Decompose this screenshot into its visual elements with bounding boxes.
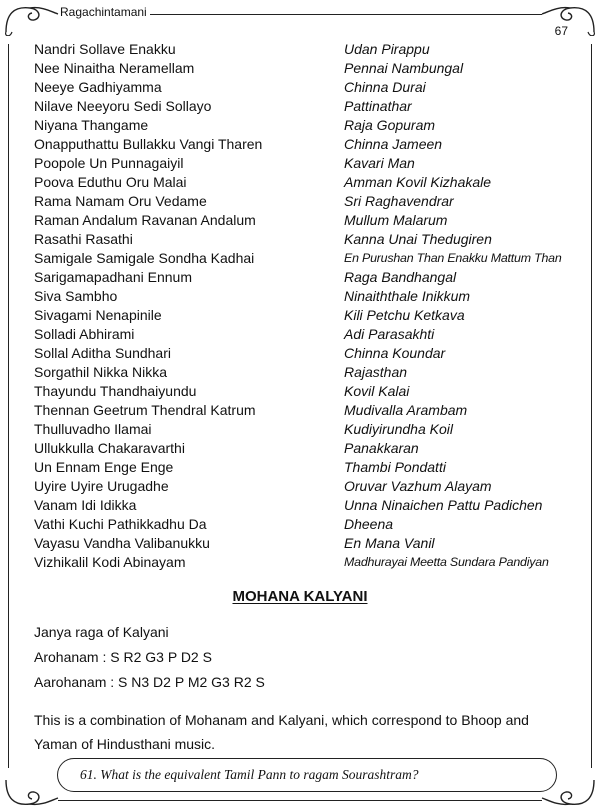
song-title: Onapputhattu Bullakku Vangi Tharen xyxy=(34,136,263,152)
song-title: Ullukkulla Chakaravarthi xyxy=(34,440,185,456)
song-row xyxy=(34,268,582,287)
song-title: Sollal Aditha Sundhari xyxy=(34,345,171,361)
song-title: Nandri Sollave Enakku xyxy=(34,41,176,57)
film-title: Raja Gopuram xyxy=(344,117,436,133)
song-row xyxy=(34,230,582,249)
film-title: En Purushan Than Enakku Mattum Than xyxy=(344,251,562,265)
question-text: 61. What is the equivalent Tamil Pann to ragam Sourashtram? xyxy=(80,767,419,782)
corner-ornament-bottom-left xyxy=(2,776,60,810)
film-title: Mullum Malarum xyxy=(344,212,448,228)
raga-description: This is a combination of Mohanam and Kalyani, which correspond to Bhoop and Yaman of Hindusthani music. xyxy=(34,712,529,752)
film-title: Dheena xyxy=(344,516,394,532)
film-title: Chinna Jameen xyxy=(344,136,443,152)
song-row xyxy=(34,78,582,97)
film-title: Raga Bandhangal xyxy=(344,269,457,285)
film-title: En Mana Vanil xyxy=(344,535,435,551)
song-title: Rasathi Rasathi xyxy=(34,231,133,247)
film-title: Kovil Kalai xyxy=(344,383,410,399)
song-row xyxy=(34,287,582,306)
song-title: Nee Ninaitha Neramellam xyxy=(34,60,195,76)
song-row xyxy=(34,344,582,363)
film-title: Rajasthan xyxy=(344,364,408,380)
song-title: Rama Namam Oru Vedame xyxy=(34,193,207,209)
song-row xyxy=(34,420,582,439)
song-title: Vizhikalil Kodi Abinayam xyxy=(34,554,186,570)
avarohanam-line: Aarohanam : S N3 D2 P M2 G3 R2 S xyxy=(34,674,265,690)
song-row xyxy=(34,173,582,192)
song-row xyxy=(34,496,582,515)
song-row xyxy=(34,363,582,382)
song-title: Vathi Kuchi Pathikkadhu Da xyxy=(34,516,207,532)
film-title: Madhurayai Meetta Sundara Pandiyan xyxy=(344,555,549,569)
section-heading xyxy=(0,588,600,605)
film-title: Mudivalla Arambam xyxy=(344,402,468,418)
corner-ornament-top-right xyxy=(540,2,598,36)
parent-raga-line: Janya raga of Kalyani xyxy=(34,624,169,640)
film-title: Kanna Unai Thedugiren xyxy=(344,231,492,247)
song-row xyxy=(34,40,582,59)
film-title: Chinna Durai xyxy=(344,79,426,95)
song-title: Uyire Uyire Urugadhe xyxy=(34,478,169,494)
film-title: Pennai Nambungal xyxy=(344,60,464,76)
film-title: Oruvar Vazhum Alayam xyxy=(344,478,492,494)
film-title: Unna Ninaichen Pattu Padichen xyxy=(344,497,543,513)
song-title: Thayundu Thandhaiyundu xyxy=(34,383,197,399)
song-row xyxy=(34,515,582,534)
song-title: Raman Andalum Ravanan Andalum xyxy=(34,212,256,228)
frame-top-rule xyxy=(150,14,542,15)
song-title: Samigale Samigale Sondha Kadhai xyxy=(34,250,255,266)
film-title: Kudiyirundha Koil xyxy=(344,421,453,437)
film-title: Amman Kovil Kizhakale xyxy=(344,174,492,190)
film-title: Panakkaran xyxy=(344,440,419,456)
song-row xyxy=(34,534,582,553)
running-head: Ragachintamani xyxy=(60,5,147,19)
song-row xyxy=(34,439,582,458)
film-title: Pattinathar xyxy=(344,98,412,114)
corner-ornament-top-left xyxy=(2,2,60,36)
film-title: Kili Petchu Ketkava xyxy=(344,307,465,323)
frame-right-rule xyxy=(591,44,592,768)
frame-bottom-rule xyxy=(58,800,542,801)
song-title: Niyana Thangame xyxy=(34,117,149,133)
film-title: Thambi Pondatti xyxy=(344,459,446,475)
song-row xyxy=(34,116,582,135)
song-title: Neeye Gadhiyamma xyxy=(34,79,162,95)
song-title: Vayasu Vandha Valibanukku xyxy=(34,535,210,551)
page-number: 67 xyxy=(554,24,568,38)
song-row xyxy=(34,477,582,496)
song-title: Thennan Geetrum Thendral Katrum xyxy=(34,402,256,418)
song-title: Poopole Un Punnagaiyil xyxy=(34,155,184,171)
song-row xyxy=(34,211,582,230)
song-title: Thulluvadho Ilamai xyxy=(34,421,152,437)
song-row xyxy=(34,325,582,344)
song-row xyxy=(34,59,582,78)
song-row xyxy=(34,382,582,401)
song-row xyxy=(34,249,582,268)
song-list xyxy=(34,40,582,572)
song-row xyxy=(34,192,582,211)
song-title: Un Ennam Enge Enge xyxy=(34,459,174,475)
song-title: Poova Eduthu Oru Malai xyxy=(34,174,187,190)
song-row xyxy=(34,97,582,116)
song-row xyxy=(34,553,582,572)
raga-name: MOHANA KALYANI xyxy=(232,588,368,605)
film-title: Ninaiththale Inikkum xyxy=(344,288,471,304)
film-title: Kavari Man xyxy=(344,155,415,171)
song-title: Nilave Neeyoru Sedi Sollayo xyxy=(34,98,212,114)
arohanam-line: Arohanam : S R2 G3 P D2 S xyxy=(34,649,212,665)
film-title: Sri Raghavendrar xyxy=(344,193,454,209)
song-row xyxy=(34,458,582,477)
film-title: Chinna Koundar xyxy=(344,345,446,361)
song-title: Sarigamapadhani Ennum xyxy=(34,269,192,285)
song-title: Solladi Abhirami xyxy=(34,326,135,342)
song-row xyxy=(34,135,582,154)
film-title: Udan Pirappu xyxy=(344,41,430,57)
question-box xyxy=(57,758,557,792)
song-title: Sorgathil Nikka Nikka xyxy=(34,364,168,380)
frame-left-rule xyxy=(8,44,9,768)
song-row xyxy=(34,154,582,173)
song-title: Sivagami Nenapinile xyxy=(34,307,162,323)
song-title: Siva Sambho xyxy=(34,288,118,304)
film-title: Adi Parasakhti xyxy=(344,326,435,342)
song-row xyxy=(34,306,582,325)
song-row xyxy=(34,401,582,420)
song-title: Vanam Idi Idikka xyxy=(34,497,137,513)
